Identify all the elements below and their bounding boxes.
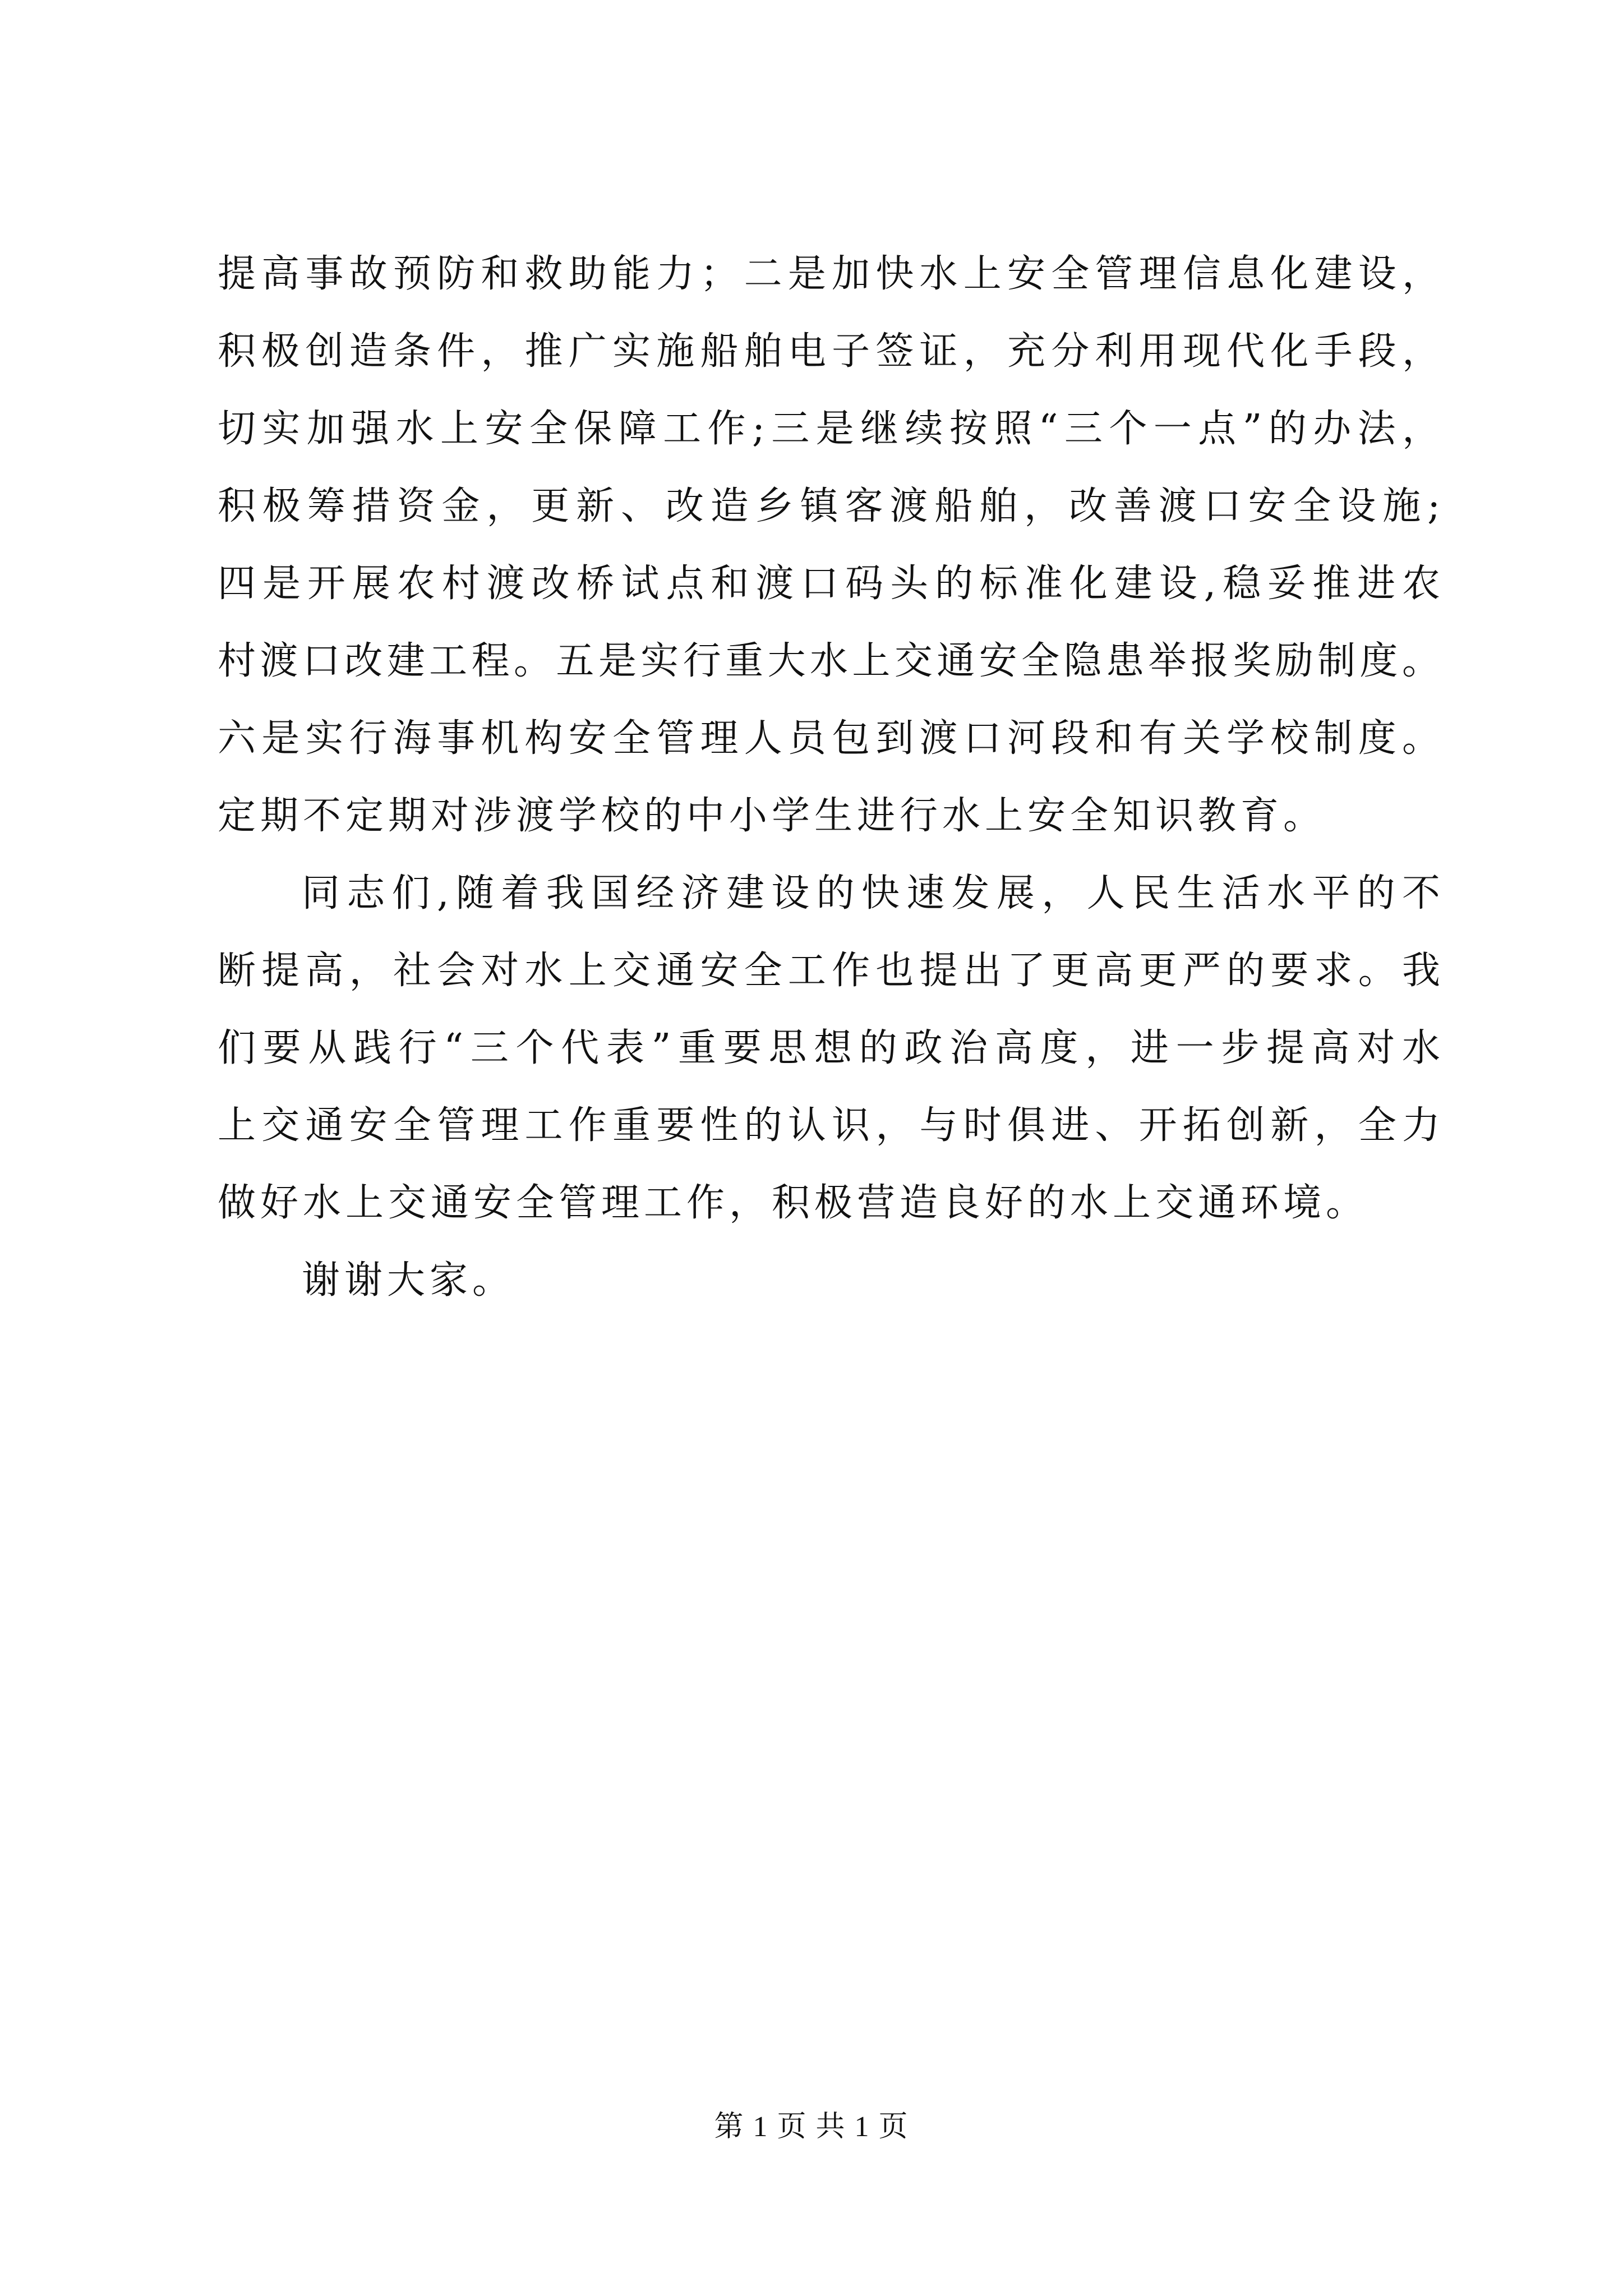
body-line: 们要从践行“三个代表”重要思想的政治高度，进一步提高对水	[218, 1026, 1440, 1070]
body-line: 定期不定期对涉渡学校的中小学生进行水上安全知识教育。	[218, 794, 1326, 838]
body-line: 同志们,随着我国经济建设的快速发展，人民生活水平的不	[302, 871, 1440, 915]
body-line: 做好水上交通安全管理工作，积极营造良好的水上交通环境。	[218, 1181, 1369, 1225]
body-line: 六是实行海事机构安全管理人员包到渡口河段和有关学校制度。	[218, 716, 1440, 761]
body-line: 村渡口改建工程。五是实行重大水上交通安全隐患举报奖励制度。	[218, 639, 1440, 683]
body-line: 断提高，社会对水上交通安全工作也提出了更高更严的要求。我	[218, 949, 1440, 993]
document-body	[218, 236, 1440, 1319]
body-line: 提高事故预防和救助能力；二是加快水上安全管理信息化建设，	[218, 252, 1440, 296]
body-line: 切实加强水上安全保障工作;三是继续按照“三个一点”的办法，	[218, 407, 1440, 451]
page-footer: 第 1 页 共 1 页	[714, 2111, 909, 2143]
body-line: 上交通安全管理工作重要性的认识，与时俱进、开拓创新，全力	[218, 1103, 1440, 1148]
body-line: 四是开展农村渡改桥试点和渡口码头的标准化建设,稳妥推进农	[218, 562, 1440, 606]
body-line: 谢谢大家。	[302, 1258, 515, 1303]
body-line: 积极创造条件，推广实施船舶电子签证，充分利用现代化手段，	[218, 329, 1440, 374]
body-line: 积极筹措资金，更新、改造乡镇客渡船舶，改善渡口安全设施;	[218, 484, 1440, 528]
